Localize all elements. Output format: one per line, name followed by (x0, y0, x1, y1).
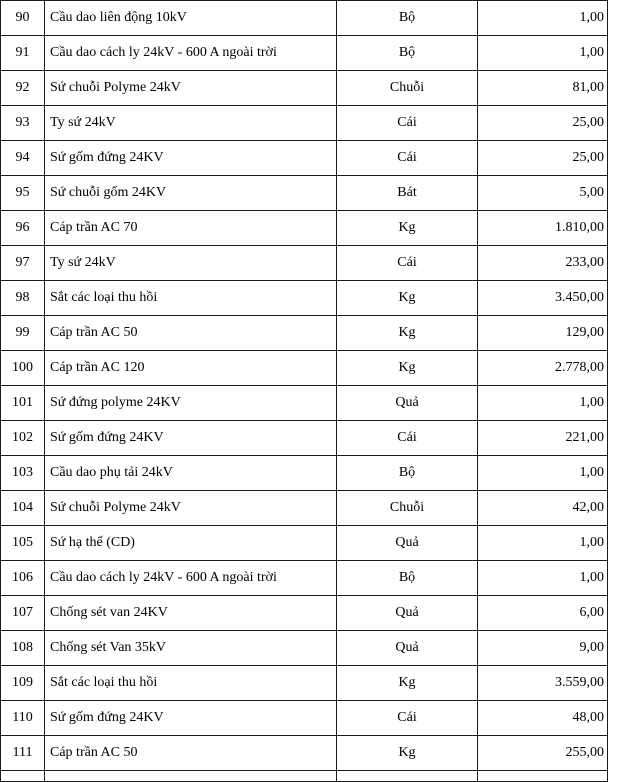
item-unit: Kg (337, 666, 478, 701)
item-quantity: 48,00 (478, 701, 608, 736)
item-name: Cáp trần AC 50 (45, 316, 337, 351)
item-unit: Bộ (337, 36, 478, 71)
table-row (1, 36, 608, 71)
item-name: Cầu dao cách ly 24kV - 600 A ngoài trời (45, 561, 337, 596)
item-unit: Quả (337, 386, 478, 421)
item-name: Cáp trần AC 120 (45, 351, 337, 386)
item-name: Sứ hạ thế (CD) (45, 526, 337, 561)
item-unit: Kg (337, 736, 478, 771)
item-quantity: 6,00 (478, 596, 608, 631)
item-name: Sứ gốm đứng 24KV (45, 421, 337, 456)
row-number: 107 (1, 596, 45, 631)
row-number: 109 (1, 666, 45, 701)
table-row (1, 631, 608, 666)
item-name: Sứ chuỗi gốm 24KV (45, 176, 337, 211)
item-unit: Bát (337, 176, 478, 211)
item-unit: Kg (337, 316, 478, 351)
item-quantity: 81,00 (478, 71, 608, 106)
table-row-partial (1, 771, 608, 782)
row-number: 108 (1, 631, 45, 666)
table-row (1, 456, 608, 491)
item-quantity: 1,00 (478, 36, 608, 71)
item-quantity: 1,00 (478, 456, 608, 491)
table-row (1, 316, 608, 351)
item-unit: Quả (337, 526, 478, 561)
item-unit: Kg (337, 351, 478, 386)
row-number: 111 (1, 736, 45, 771)
table-row (1, 386, 608, 421)
item-unit: Bộ (337, 1, 478, 36)
item-quantity: 5,00 (478, 176, 608, 211)
item-name: Sắt các loại thu hồi (45, 281, 337, 316)
item-name: Sứ gốm đứng 24KV (45, 141, 337, 176)
row-number: 91 (1, 36, 45, 71)
item-name: Sứ đứng polyme 24KV (45, 386, 337, 421)
item-name: Cầu dao cách ly 24kV - 600 A ngoài trời (45, 36, 337, 71)
item-quantity: 129,00 (478, 316, 608, 351)
item-unit: Bộ (337, 561, 478, 596)
table-row (1, 211, 608, 246)
table-row (1, 421, 608, 456)
table-body (1, 1, 608, 782)
row-number: 100 (1, 351, 45, 386)
row-number: 102 (1, 421, 45, 456)
row-number: 92 (1, 71, 45, 106)
table-row (1, 246, 608, 281)
table-row (1, 561, 608, 596)
item-unit: Cái (337, 106, 478, 141)
item-quantity: 9,00 (478, 631, 608, 666)
table-row (1, 736, 608, 771)
item-name: Chống sét van 24KV (45, 596, 337, 631)
table-row (1, 281, 608, 316)
table-row (1, 491, 608, 526)
item-name: Cầu dao liên động 10kV (45, 1, 337, 36)
item-name: Ty sứ 24kV (45, 246, 337, 281)
item-name: Sứ chuỗi Polyme 24kV (45, 71, 337, 106)
item-unit: Quả (337, 631, 478, 666)
item-quantity: 1,00 (478, 386, 608, 421)
item-name: Cáp trần AC 70 (45, 211, 337, 246)
item-unit: Chuỗi (337, 491, 478, 526)
table-row (1, 141, 608, 176)
table-row (1, 596, 608, 631)
table-row (1, 666, 608, 701)
item-quantity: 3.559,00 (478, 666, 608, 701)
table-row (1, 701, 608, 736)
row-number: 96 (1, 211, 45, 246)
item-unit: Cái (337, 701, 478, 736)
item-quantity: 233,00 (478, 246, 608, 281)
item-quantity: 255,00 (478, 736, 608, 771)
item-quantity: 1.810,00 (478, 211, 608, 246)
table-row (1, 71, 608, 106)
item-name: Sứ chuỗi Polyme 24kV (45, 491, 337, 526)
item-quantity: 2.778,00 (478, 351, 608, 386)
item-quantity: 25,00 (478, 141, 608, 176)
row-number: 90 (1, 1, 45, 36)
row-number: 93 (1, 106, 45, 141)
item-quantity: 42,00 (478, 491, 608, 526)
item-quantity: 1,00 (478, 1, 608, 36)
row-number: 105 (1, 526, 45, 561)
row-number: 101 (1, 386, 45, 421)
table-row (1, 176, 608, 211)
item-name: Ty sứ 24kV (45, 106, 337, 141)
item-unit: Bộ (337, 456, 478, 491)
row-number: 97 (1, 246, 45, 281)
item-unit: Cái (337, 141, 478, 176)
item-name: Sắt các loại thu hồi (45, 666, 337, 701)
row-number: 103 (1, 456, 45, 491)
item-name: Cầu dao phụ tải 24kV (45, 456, 337, 491)
item-unit: Cái (337, 246, 478, 281)
table-row (1, 526, 608, 561)
row-number: 110 (1, 701, 45, 736)
item-unit: Quả (337, 596, 478, 631)
table-row (1, 351, 608, 386)
table-row (1, 1, 608, 36)
table-row (1, 106, 608, 141)
item-name: Sứ gốm đứng 24KV (45, 701, 337, 736)
row-number: 98 (1, 281, 45, 316)
row-number: 94 (1, 141, 45, 176)
row-number: 106 (1, 561, 45, 596)
item-quantity: 1,00 (478, 561, 608, 596)
row-number: 104 (1, 491, 45, 526)
item-name: Cáp trần AC 50 (45, 736, 337, 771)
item-quantity: 25,00 (478, 106, 608, 141)
item-unit: Kg (337, 281, 478, 316)
item-quantity: 3.450,00 (478, 281, 608, 316)
item-unit: Chuỗi (337, 71, 478, 106)
row-number: 95 (1, 176, 45, 211)
item-quantity: 1,00 (478, 526, 608, 561)
row-number: 99 (1, 316, 45, 351)
item-unit: Cái (337, 421, 478, 456)
item-name: Chống sét Van 35kV (45, 631, 337, 666)
item-quantity: 221,00 (478, 421, 608, 456)
item-unit: Kg (337, 211, 478, 246)
